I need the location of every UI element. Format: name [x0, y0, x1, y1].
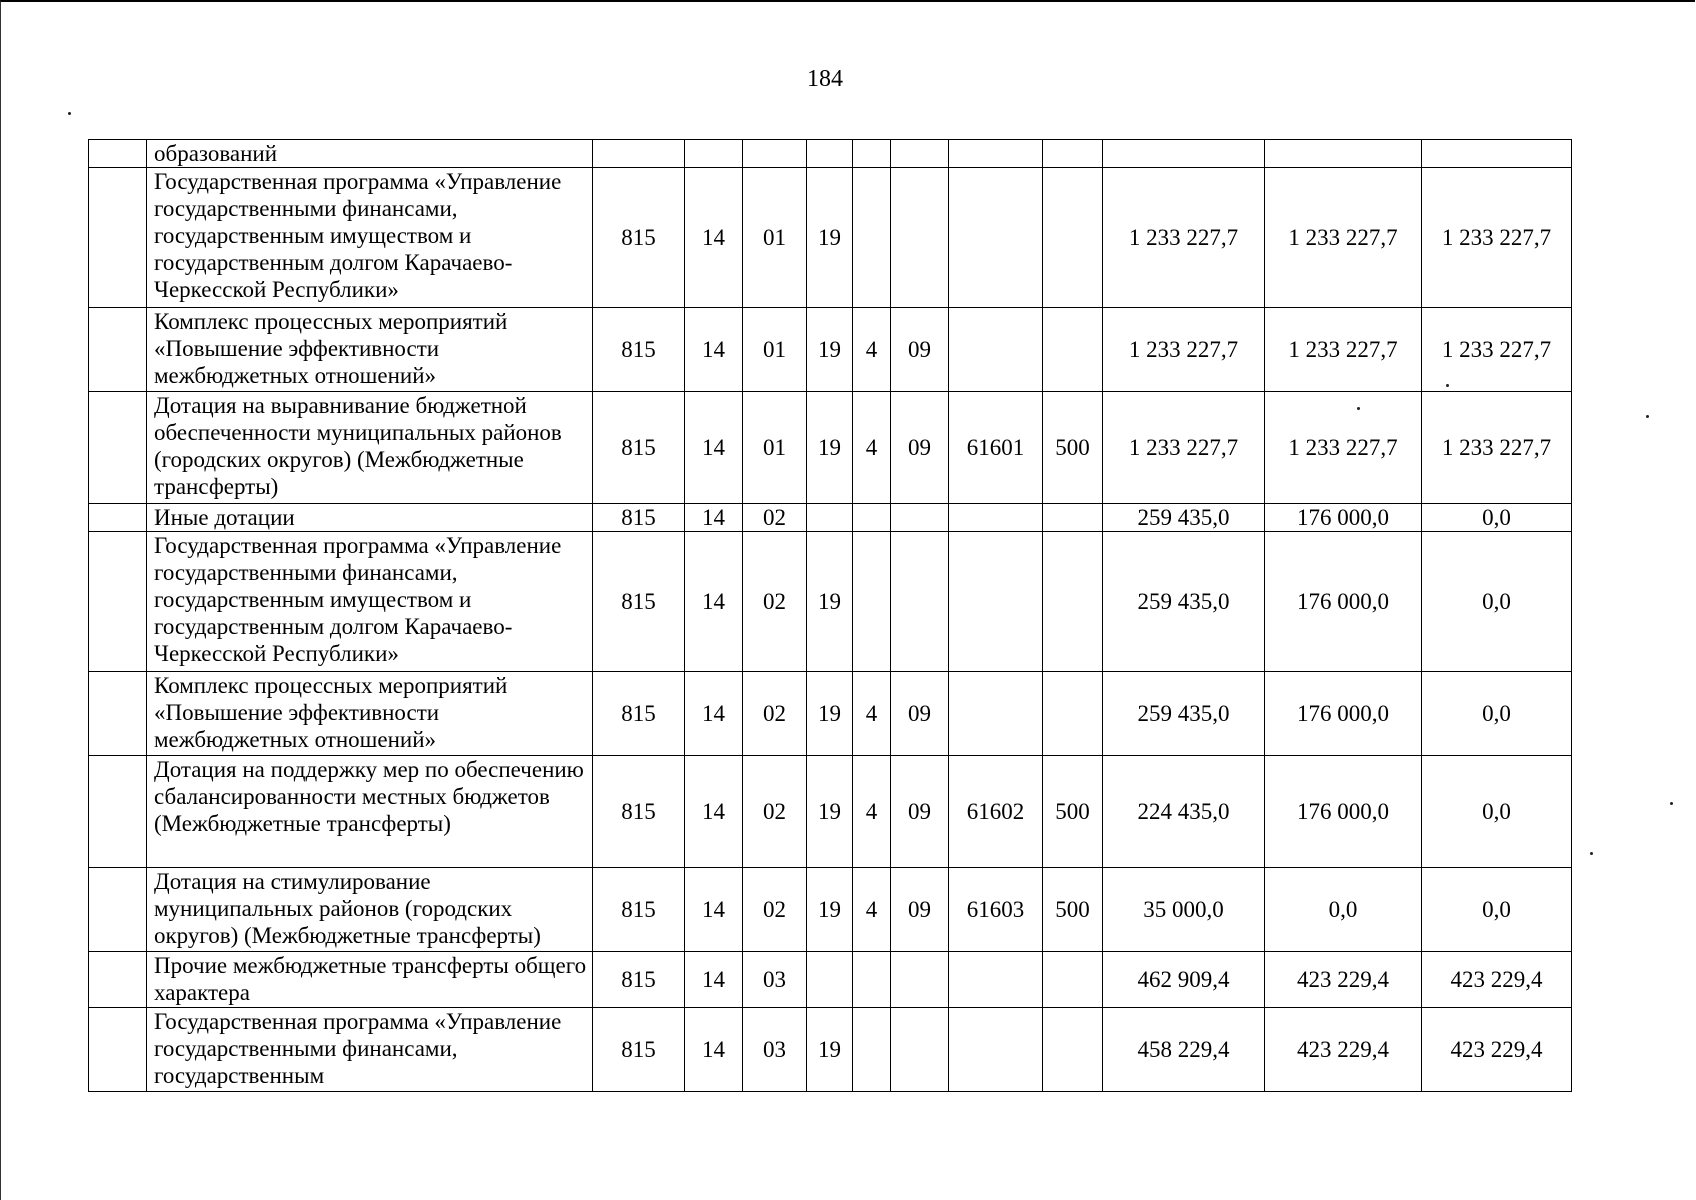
cell-c1: 815: [593, 756, 685, 868]
cell-c5: [853, 1008, 891, 1092]
cell-v3: 1 233 227,7: [1422, 168, 1572, 308]
cell-v2: 176 000,0: [1265, 672, 1422, 756]
cell-c6: [891, 952, 949, 1008]
row-number-cell: [89, 392, 147, 504]
cell-c7: [949, 168, 1043, 308]
cell-c3: 02: [743, 532, 807, 672]
scan-speck: [1590, 852, 1593, 855]
cell-v2: 176 000,0: [1265, 504, 1422, 532]
cell-v3: 0,0: [1422, 672, 1572, 756]
cell-v3: 0,0: [1422, 504, 1572, 532]
cell-v3: 1 233 227,7: [1422, 308, 1572, 392]
cell-c3: 02: [743, 868, 807, 952]
row-name-cell: Прочие межбюджетные трансферты общего характера: [147, 952, 593, 1008]
cell-c6: [891, 168, 949, 308]
table-row: [89, 308, 1572, 392]
table-row: [89, 504, 1572, 532]
cell-c7: [949, 308, 1043, 392]
row-name-cell: Комплекс процессных мероприятий «Повышение эффективности межбюджетных отношений»: [147, 672, 593, 756]
cell-v3: 0,0: [1422, 756, 1572, 868]
cell-c2: 14: [685, 868, 743, 952]
cell-c1: 815: [593, 532, 685, 672]
cell-v2: 423 229,4: [1265, 952, 1422, 1008]
cell-c5: [853, 168, 891, 308]
cell-v2: 176 000,0: [1265, 532, 1422, 672]
cell-c4: [807, 140, 853, 168]
cell-c7: [949, 140, 1043, 168]
cell-c2: 14: [685, 1008, 743, 1092]
row-number-cell: [89, 168, 147, 308]
cell-c5: [853, 140, 891, 168]
cell-v2: [1265, 140, 1422, 168]
cell-c6: 09: [891, 756, 949, 868]
cell-c8: 500: [1043, 392, 1103, 504]
table-row: [89, 532, 1572, 672]
cell-c6: [891, 140, 949, 168]
cell-c1: 815: [593, 392, 685, 504]
cell-c3: 03: [743, 1008, 807, 1092]
cell-c8: [1043, 532, 1103, 672]
cell-c1: 815: [593, 308, 685, 392]
table-body: [89, 140, 1572, 1092]
cell-c3: 02: [743, 756, 807, 868]
table-row: [89, 140, 1572, 168]
cell-v2: 1 233 227,7: [1265, 168, 1422, 308]
cell-c1: 815: [593, 504, 685, 532]
cell-c3: 01: [743, 168, 807, 308]
cell-c5: 4: [853, 308, 891, 392]
scan-speck: [1646, 415, 1649, 418]
cell-v2: 0,0: [1265, 868, 1422, 952]
cell-c6: [891, 532, 949, 672]
cell-c3: [743, 140, 807, 168]
cell-c2: 14: [685, 504, 743, 532]
row-name-cell: образований: [147, 140, 593, 168]
cell-c7: [949, 504, 1043, 532]
budget-table: [88, 139, 1572, 1092]
cell-v2: 176 000,0: [1265, 756, 1422, 868]
cell-v3: 0,0: [1422, 532, 1572, 672]
cell-c2: [685, 140, 743, 168]
cell-c5: 4: [853, 756, 891, 868]
page-number: 184: [807, 66, 843, 92]
cell-c4: 19: [807, 756, 853, 868]
row-number-cell: [89, 672, 147, 756]
cell-c5: [853, 532, 891, 672]
table-row: [89, 952, 1572, 1008]
cell-v2: 423 229,4: [1265, 1008, 1422, 1092]
cell-c3: 03: [743, 952, 807, 1008]
cell-c8: [1043, 140, 1103, 168]
cell-c5: [853, 952, 891, 1008]
cell-c4: 19: [807, 1008, 853, 1092]
table-row: [89, 392, 1572, 504]
scan-speck: [1446, 384, 1449, 387]
row-number-cell: [89, 952, 147, 1008]
cell-v3: 423 229,4: [1422, 1008, 1572, 1092]
cell-c3: 01: [743, 308, 807, 392]
cell-v2: 1 233 227,7: [1265, 308, 1422, 392]
table-row: [89, 1008, 1572, 1092]
scan-speck: [1357, 407, 1360, 410]
cell-c6: [891, 504, 949, 532]
cell-c4: [807, 952, 853, 1008]
row-number-cell: [89, 140, 147, 168]
cell-c2: 14: [685, 756, 743, 868]
cell-c5: 4: [853, 672, 891, 756]
cell-c8: [1043, 308, 1103, 392]
cell-c8: 500: [1043, 756, 1103, 868]
row-number-cell: [89, 504, 147, 532]
cell-v1: 1 233 227,7: [1103, 168, 1265, 308]
cell-v1: 462 909,4: [1103, 952, 1265, 1008]
cell-c7: 61603: [949, 868, 1043, 952]
row-number-cell: [89, 1008, 147, 1092]
cell-v1: 35 000,0: [1103, 868, 1265, 952]
cell-c5: 4: [853, 868, 891, 952]
cell-c7: [949, 532, 1043, 672]
cell-c4: 19: [807, 168, 853, 308]
table-row: [89, 868, 1572, 952]
cell-c3: 02: [743, 504, 807, 532]
cell-v1: 1 233 227,7: [1103, 392, 1265, 504]
row-name-cell: Государственная программа «Управление государственными финансами, государственным: [147, 1008, 593, 1092]
cell-v1: 458 229,4: [1103, 1008, 1265, 1092]
cell-v1: 224 435,0: [1103, 756, 1265, 868]
cell-c6: 09: [891, 868, 949, 952]
cell-c4: 19: [807, 672, 853, 756]
cell-v3: 0,0: [1422, 868, 1572, 952]
table-row: [89, 672, 1572, 756]
row-name-cell: Дотация на стимулирование муниципальных районов (городских округов) (Межбюджетные трансферты): [147, 868, 593, 952]
cell-c5: [853, 504, 891, 532]
cell-c5: 4: [853, 392, 891, 504]
cell-c7: [949, 1008, 1043, 1092]
cell-c8: [1043, 168, 1103, 308]
cell-c6: 09: [891, 308, 949, 392]
cell-c2: 14: [685, 392, 743, 504]
row-number-cell: [89, 756, 147, 868]
cell-c1: 815: [593, 952, 685, 1008]
cell-c6: [891, 1008, 949, 1092]
cell-c2: 14: [685, 952, 743, 1008]
cell-c8: [1043, 504, 1103, 532]
cell-c4: 19: [807, 868, 853, 952]
cell-c8: [1043, 1008, 1103, 1092]
table-row: [89, 756, 1572, 868]
row-name-cell: Дотация на поддержку мер по обеспечению сбалансированности местных бюджетов (Межбюджетные трансферты): [147, 756, 593, 868]
cell-v2: 1 233 227,7: [1265, 392, 1422, 504]
cell-c1: 815: [593, 868, 685, 952]
cell-c7: [949, 672, 1043, 756]
cell-c4: 19: [807, 532, 853, 672]
row-number-cell: [89, 308, 147, 392]
cell-c1: [593, 140, 685, 168]
table-row: [89, 168, 1572, 308]
cell-c7: [949, 952, 1043, 1008]
cell-c6: 09: [891, 392, 949, 504]
cell-v3: 1 233 227,7: [1422, 392, 1572, 504]
cell-c4: 19: [807, 308, 853, 392]
cell-c2: 14: [685, 168, 743, 308]
cell-v1: 259 435,0: [1103, 504, 1265, 532]
row-name-cell: Дотация на выравнивание бюджетной обеспеченности муниципальных районов (городских округов) (Межбюджетные трансферты): [147, 392, 593, 504]
cell-c1: 815: [593, 168, 685, 308]
cell-c4: [807, 504, 853, 532]
scan-speck: [1670, 802, 1673, 805]
row-number-cell: [89, 532, 147, 672]
cell-c7: 61602: [949, 756, 1043, 868]
row-number-cell: [89, 868, 147, 952]
scan-speck: [68, 112, 71, 115]
cell-v3: 423 229,4: [1422, 952, 1572, 1008]
cell-v1: 259 435,0: [1103, 672, 1265, 756]
cell-c1: 815: [593, 672, 685, 756]
cell-v1: 259 435,0: [1103, 532, 1265, 672]
cell-c6: 09: [891, 672, 949, 756]
cell-v1: 1 233 227,7: [1103, 308, 1265, 392]
cell-v3: [1422, 140, 1572, 168]
row-name-cell: Государственная программа «Управление государственными финансами, государственным имуществом и государственным долгом Карачаево-Черкесской Республики»: [147, 532, 593, 672]
cell-v1: [1103, 140, 1265, 168]
cell-c1: 815: [593, 1008, 685, 1092]
cell-c3: 01: [743, 392, 807, 504]
cell-c8: [1043, 952, 1103, 1008]
cell-c7: 61601: [949, 392, 1043, 504]
cell-c4: 19: [807, 392, 853, 504]
row-name-cell: Комплекс процессных мероприятий «Повышение эффективности межбюджетных отношений»: [147, 308, 593, 392]
cell-c2: 14: [685, 672, 743, 756]
cell-c8: [1043, 672, 1103, 756]
cell-c2: 14: [685, 308, 743, 392]
cell-c3: 02: [743, 672, 807, 756]
cell-c2: 14: [685, 532, 743, 672]
row-name-cell: Государственная программа «Управление государственными финансами, государственным имуществом и государственным долгом Карачаево-Черкесской Республики»: [147, 168, 593, 308]
row-name-cell: Иные дотации: [147, 504, 593, 532]
cell-c8: 500: [1043, 868, 1103, 952]
